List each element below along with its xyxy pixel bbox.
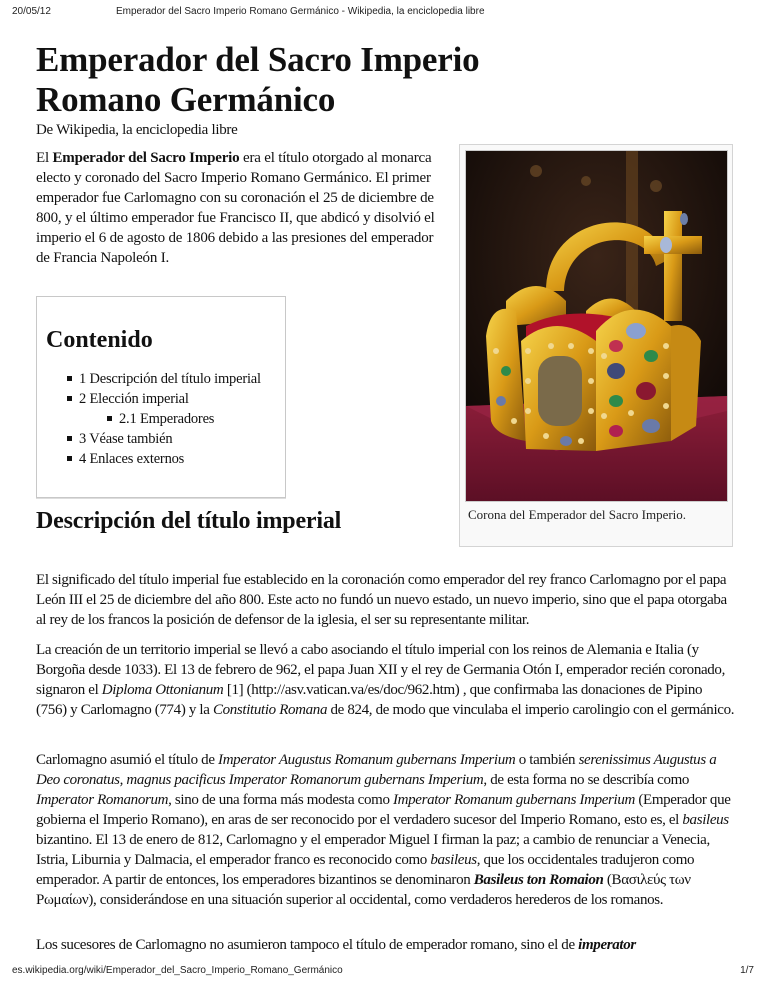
text-run: de 824, de modo que vinculaba el imperio carolingio con el germánico. [327, 702, 735, 718]
page-title: Emperador del Sacro Imperio Romano Germánico [36, 40, 480, 119]
article-content [36, 30, 742, 953]
toc-list [37, 369, 285, 469]
bullet-icon [67, 436, 72, 441]
bullet-icon [67, 376, 72, 381]
print-header [0, 6, 768, 20]
print-url: es.wikipedia.org/wiki/Emperador_del_Sacro_Imperio_Romano_Germánico [12, 965, 343, 976]
bold-italic-term: imperator [578, 937, 636, 953]
italic-term: Diploma Ottonianum [101, 682, 224, 698]
italic-term: Constitutio Romana [212, 702, 328, 718]
toc-item[interactable] [37, 369, 285, 389]
crown-photo-icon [466, 151, 727, 501]
italic-term: basileus [430, 852, 477, 868]
toc-link[interactable]: 2.1 Emperadores [119, 411, 215, 427]
toc-link[interactable]: 1 Descripción del título imperial [79, 371, 261, 387]
toc-link[interactable]: 3 Véase también [79, 431, 173, 447]
text-run: bizantino. El 13 de enero de 812, Carlomagno y el emperador Miguel I firman la paz; a cambio de renunciar a Venecia, Istria, Liburnia y Dalmacia, el emperador franco es reconocido como [36, 832, 710, 868]
toc-link[interactable]: 2 Elección imperial [79, 391, 189, 407]
page-number: 1/7 [740, 965, 754, 976]
text-run: , sino de una forma más modesta como [168, 792, 394, 808]
toc-item[interactable] [37, 389, 285, 409]
paragraph [36, 750, 736, 910]
table-of-contents [36, 296, 286, 498]
paragraph [36, 935, 736, 955]
intro-bold-term: Emperador del Sacro Imperio [52, 150, 240, 166]
text-run: La creación de un territorio imperial se llevó a cabo asociando el título imperial con los reinos de Alemania e Italia (y Borgoña desde 1033). El 13 de febrero de 962, el papa Juan XII y el rey de Germania Otón I, emperador recién coronado, signaron el [36, 642, 725, 698]
print-date: 20/05/12 [12, 6, 51, 17]
figure-caption: Corona del Emperador del Sacro Imperio. [468, 507, 687, 522]
toc-title: Contenido [46, 327, 153, 353]
figure-thumbnail [459, 144, 733, 547]
text-run: Los sucesores de Carlomagno no asumieron tampoco el título de emperador romano, sino el de [36, 937, 579, 953]
text-run: , que confirmaba las donaciones de Pipino (756) y Carlomagno (774) y la [36, 682, 703, 718]
italic-term: Imperator Romanum gubernans Imperium [393, 792, 635, 808]
text-run: (Βασιλεύς των Ρωμαίων), considerándose en una situación superior al occidental, como verdaderos herederos de los romanos. [36, 872, 691, 908]
italic-term: Imperator Augustus Romanum gubernans Imperium [218, 752, 516, 768]
external-reference-link[interactable]: [1] (http://asv.vatican.va/es/doc/962.htm) [223, 682, 460, 698]
bullet-icon [107, 416, 112, 421]
italic-term: serenissimus Augustus a Deo coronatus, magnus pacificus Imperator Romanorum gubernans Imperium [36, 752, 717, 788]
print-footer [0, 965, 768, 979]
italic-term: Imperator Romanorum [36, 792, 169, 808]
text-run: (Emperador que gobierna el Imperio Romano), en aras de ser reconocido por el verdadero sucesor del Imperio Romano, esto es, el [36, 792, 731, 828]
text-run: Carlomagno asumió el título de [36, 752, 219, 768]
intro-paragraph [36, 148, 446, 268]
paragraph: El significado del título imperial fue establecido en la coronación como emperador del rey franco Carlomagno por el papa León III el 25 de diciembre del año 800. Este acto no fundó un nuevo estado, un nuevo imperio, sino que el papa otorgaba al rey de los francos la posición de defensor de la iglesia, el ser su representante militar. [36, 572, 727, 628]
bold-italic-term: Basileus ton Romaion [473, 872, 604, 888]
italic-term: basileus [682, 812, 729, 828]
print-page-title: Emperador del Sacro Imperio Romano Germánico - Wikipedia, la enciclopedia libre [116, 6, 485, 17]
toc-link[interactable]: 4 Enlaces externos [79, 451, 185, 467]
section-heading: Descripción del título imperial [36, 508, 342, 534]
toc-item[interactable] [37, 449, 285, 469]
toc-subitem[interactable] [37, 409, 285, 429]
intro-rest: era el título otorgado al monarca electo y coronado del Sacro Imperio Romano Germánico. El primer emperador fue Carlomagno con su coronación el 25 de diciembre de 800, y el último emperador fue Francisco II, que abdicó y disolvió el imperio el 6 de agosto de 1806 debido a las presiones del emperador de Francia Napoleón I. [36, 150, 435, 266]
site-tagline: De Wikipedia, la enciclopedia libre [36, 122, 238, 138]
paragraph [36, 640, 736, 720]
text-run: , que los occidentales tradujeron como emperador. A partir de entonces, los emperadores bizantinos se denominaron [36, 852, 695, 888]
bullet-icon [67, 456, 72, 461]
text-run: , de esta forma no se describía como [483, 772, 690, 788]
toc-item[interactable] [37, 429, 285, 449]
bullet-icon [67, 396, 72, 401]
text-run: o también [515, 752, 579, 768]
intro-lead: El [36, 150, 53, 166]
crown-image[interactable] [465, 150, 728, 502]
